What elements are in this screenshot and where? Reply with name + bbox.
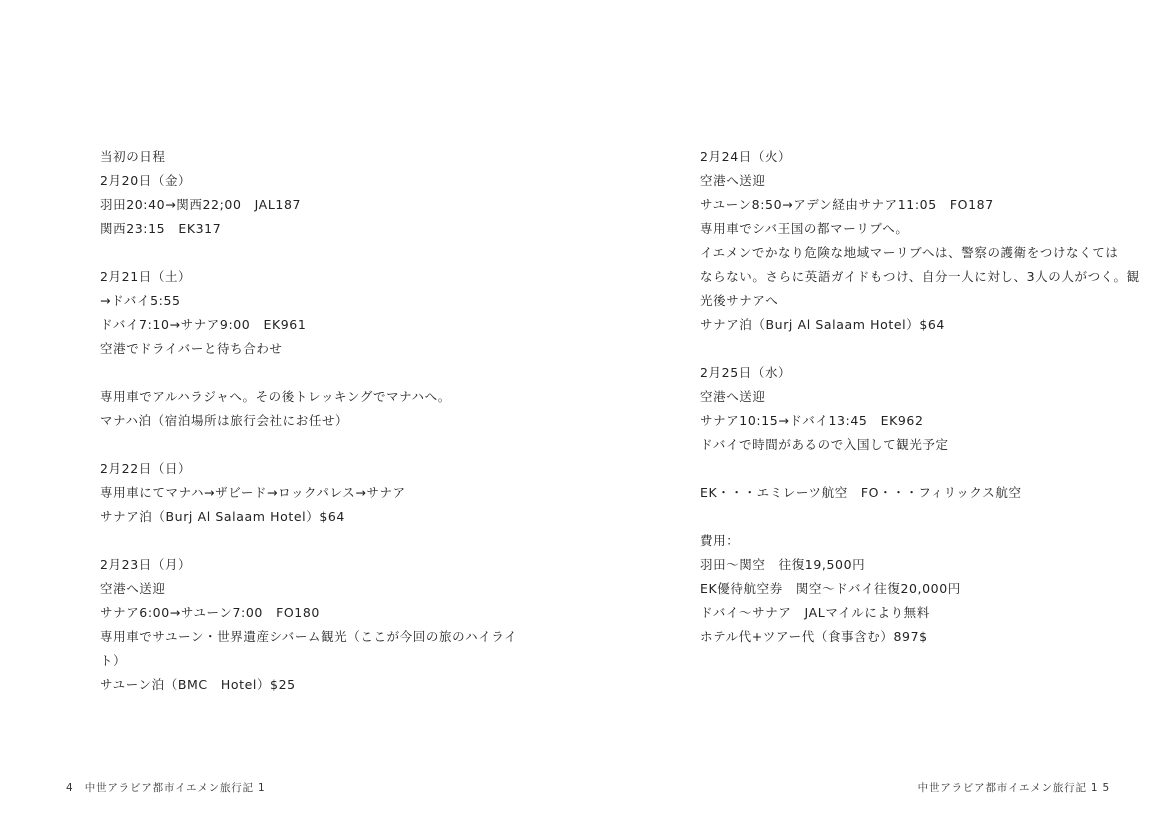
text-line: サナア10:15→ドバイ13:45 EK962 bbox=[700, 413, 924, 428]
left-footer: 4 中世アラビア都市イエメン旅行記 1 bbox=[66, 782, 266, 794]
text-line: 2月25日（水） bbox=[700, 365, 792, 380]
text-line: 空港へ送迎 bbox=[700, 173, 766, 188]
text-line: サナア泊（Burj Al Salaam Hotel）$64 bbox=[100, 509, 345, 524]
blank-line bbox=[100, 433, 500, 457]
right-text-column bbox=[700, 145, 1140, 649]
text-line: ドバイで時間があるので入国して観光予定 bbox=[700, 437, 949, 452]
text-line: サユーン泊（BMC Hotel）$25 bbox=[100, 677, 296, 692]
right-page bbox=[588, 0, 1176, 840]
text-line: 2月24日（火） bbox=[700, 149, 792, 164]
text-line: →ドバイ5:55 bbox=[100, 293, 181, 308]
text-line: 羽田～関空 往復19,500円 bbox=[700, 557, 866, 572]
text-line: 2月21日（土） bbox=[100, 269, 192, 284]
text-line: 専用車でアルハラジャへ。その後トレッキングでマナハへ。 bbox=[100, 389, 451, 404]
blank-line bbox=[100, 361, 500, 385]
text-line: 空港でドライバーと待ち合わせ bbox=[100, 341, 283, 356]
blank-line bbox=[100, 241, 500, 265]
blank-line bbox=[700, 457, 1090, 481]
text-line: 2月22日（日） bbox=[100, 461, 192, 476]
text-line: EK・・・エミレーツ航空 FO・・・フィリックス航空 bbox=[700, 485, 1022, 500]
left-text-column bbox=[100, 145, 518, 697]
blank-line bbox=[700, 505, 1090, 529]
text-line: マナハ泊（宿泊場所は旅行会社にお任せ） bbox=[100, 413, 349, 428]
text-line: 空港へ送迎 bbox=[700, 389, 766, 404]
text-line: ドバイ～サナア JALマイルにより無料 bbox=[700, 605, 930, 620]
text-line: サナア6:00→サユーン7:00 FO180 bbox=[100, 605, 320, 620]
text-line: イエメンでかなり危険な地域マーリブへは、警察の護衛をつけなくては bbox=[700, 245, 1119, 260]
text-line: 空港へ送迎 bbox=[100, 581, 166, 596]
blank-line bbox=[100, 529, 500, 553]
text-line: 2月23日（月） bbox=[100, 557, 192, 572]
right-footer: 中世アラビア都市イエメン旅行記 1 5 bbox=[917, 782, 1110, 794]
text-line: 専用車でシバ王国の都マーリブへ。 bbox=[700, 221, 909, 236]
text-line: 当初の日程 bbox=[100, 149, 166, 164]
text-line: 羽田20:40→関西22;00 JAL187 bbox=[100, 197, 302, 212]
text-line: 光後サナアへ bbox=[700, 293, 779, 308]
text-line: サナア泊（Burj Al Salaam Hotel）$64 bbox=[700, 317, 945, 332]
text-line: ト） bbox=[100, 653, 127, 668]
blank-line bbox=[700, 337, 1090, 361]
text-line: サユーン8:50→アデン経由サナア11:05 FO187 bbox=[700, 197, 994, 212]
text-line: 専用車でサユーン・世界遺産シバーム観光（ここが今回の旅のハイライ bbox=[100, 629, 518, 644]
text-line: ならない。さらに英語ガイドもつけ、自分一人に対し、3人の人がつく。観 bbox=[700, 269, 1140, 284]
text-line: ホテル代+ツアー代（食事含む）897$ bbox=[700, 629, 928, 644]
text-line: 専用車にてマナハ→ザビード→ロックパレス→サナア bbox=[100, 485, 406, 500]
text-line: 費用： bbox=[700, 533, 740, 548]
text-line: 2月20日（金） bbox=[100, 173, 192, 188]
text-line: ドバイ7:10→サナア9:00 EK961 bbox=[100, 317, 307, 332]
text-line: EK優待航空券 関空～ドバイ往復20,000円 bbox=[700, 581, 961, 596]
text-line: 関西23:15 EK317 bbox=[100, 221, 222, 236]
